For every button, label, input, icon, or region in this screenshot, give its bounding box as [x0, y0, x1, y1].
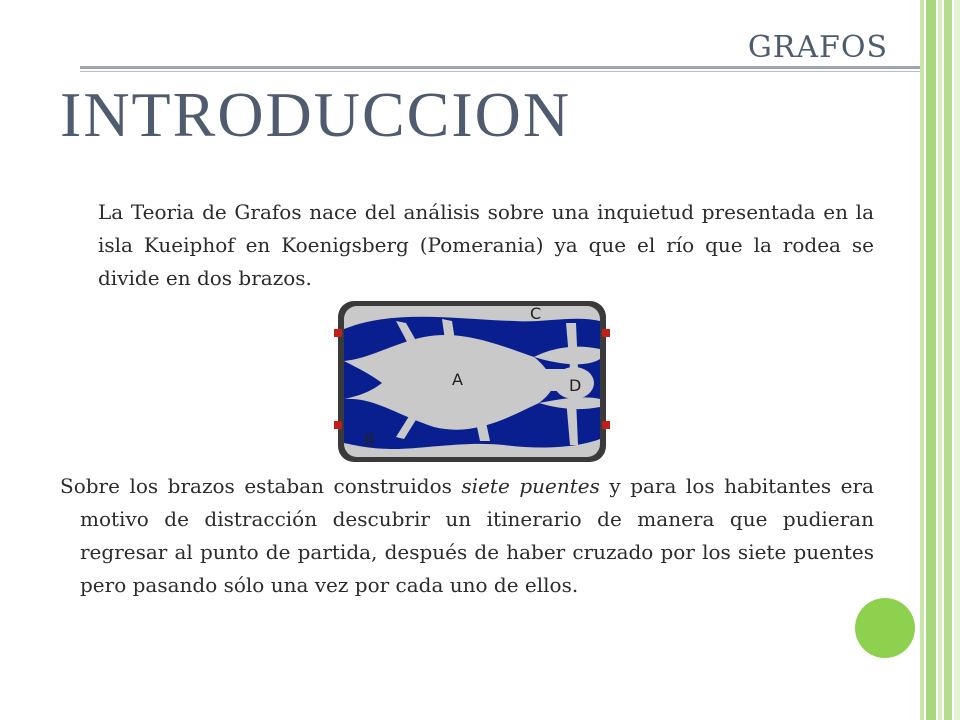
bridges-paragraph-start: Sobre los brazos estaban construidos: [60, 474, 462, 498]
marker-right-2: [602, 421, 610, 429]
bridges-paragraph: [60, 470, 874, 602]
slide-title: INTRODUCCION: [60, 79, 572, 150]
bridges-paragraph-emphasis: siete puentes: [461, 474, 600, 498]
intro-paragraph: La Teoria de Grafos nace del análisis sobre una inquietud presentada en la isla Kueiphof en Koenigsberg (Pomerania) ya que el río que la rodea se divide en dos brazos.: [98, 200, 874, 290]
marker-left-2: [334, 421, 342, 429]
side-bar-5: [954, 0, 960, 720]
marker-left-1: [334, 329, 342, 337]
side-bar-2: [926, 0, 936, 720]
label-c: C: [530, 304, 542, 323]
marker-right-1: [602, 329, 610, 337]
header-rule-thin: [80, 71, 920, 72]
koenigsberg-bridges-map: [334, 299, 610, 464]
label-a: A: [452, 370, 463, 389]
side-bar-3: [938, 0, 942, 720]
section-label: GRAFOS: [747, 30, 888, 65]
side-bar-4: [944, 0, 952, 720]
header-rule: [80, 66, 920, 69]
label-d: D: [569, 376, 582, 395]
decorative-side-bars: [920, 0, 960, 720]
bridges-paragraph-end: y para los habitantes era motivo de distracción descubrir un itinerario de manera que pudieran regresar al punto de partida, después de haber cruzado por los siete puentes pero pasando sólo una vez por cada uno de ellos.: [80, 474, 874, 597]
label-b: B: [364, 430, 375, 449]
side-bar-1: [920, 0, 924, 720]
decorative-green-circle: [855, 598, 915, 658]
